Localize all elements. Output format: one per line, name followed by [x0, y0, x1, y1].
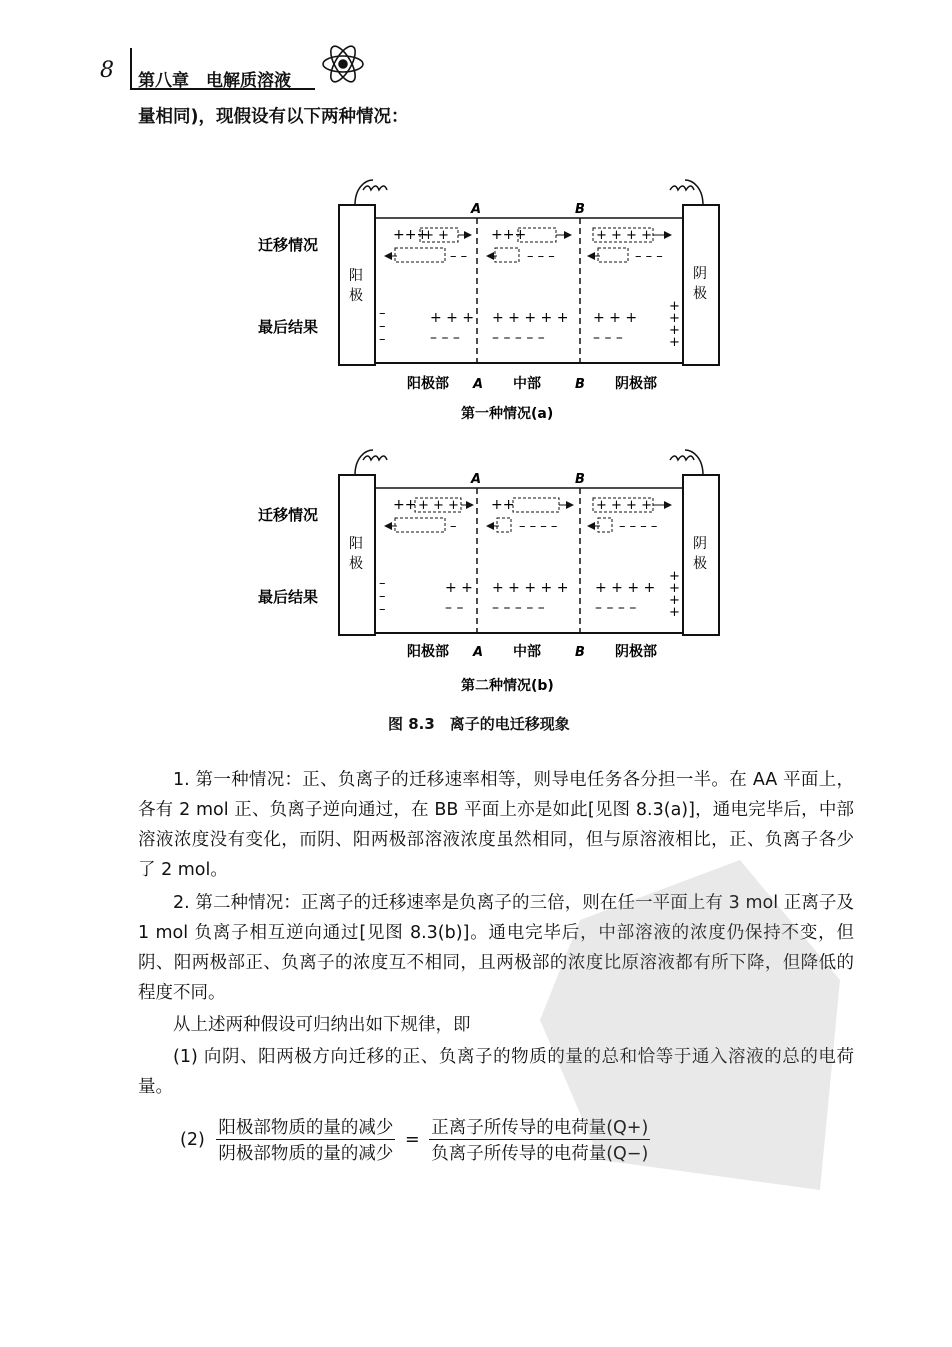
svg-text:–: –: [379, 319, 386, 334]
row-label-result-b: 最后结果: [258, 588, 319, 606]
svg-text:+ + + +: + + + +: [596, 228, 652, 243]
anode-label-char1: 阳: [349, 268, 363, 284]
svg-text:+: +: [669, 569, 680, 584]
paragraph-rule-1: (1) 向阴、阳两极方向迁移的正、负离子的物质的量的总和恰等于通入溶液的总的电荷量。: [138, 1047, 854, 1097]
cathode-label-char2-b: 极: [693, 556, 707, 572]
svg-text:– – – –: – – – –: [595, 600, 637, 616]
svg-text:++: ++: [393, 497, 417, 513]
svg-text:+: +: [669, 581, 680, 596]
svg-text:+++: +++: [491, 227, 527, 243]
row-label-migration-b: 迁移情况: [258, 506, 319, 524]
chapter-title: 第八章 电解质溶液: [138, 71, 291, 91]
formula-right-denominator: 负离子所传导的电荷量(Q−): [431, 1144, 649, 1164]
svg-text:+ + + +: + + + +: [596, 498, 652, 513]
svg-text:–: –: [379, 332, 386, 347]
formula-number: (2): [180, 1129, 205, 1150]
plane-b-label-top-b: B: [575, 472, 585, 487]
svg-text:– – –: – – –: [430, 330, 460, 346]
subfigure-b-label: 第二种情况(b): [461, 678, 554, 694]
svg-text:– – –: – – –: [527, 249, 555, 264]
row-label-migration: 迁移情况: [258, 236, 319, 254]
anode-label-char1-b: 阳: [349, 536, 363, 552]
formula-left-numerator: 阳极部物质的量的减少: [216, 1114, 395, 1140]
subfigure-a-label: 第一种情况(a): [461, 406, 554, 422]
cathode-label-char2: 极: [693, 286, 707, 302]
svg-text:+: +: [669, 311, 680, 326]
svg-text:+ +: + +: [423, 228, 449, 243]
continuation-line: 量相同)，现假设有以下两种情况：: [138, 107, 409, 127]
formula-right-numerator: 正离子所传导的电荷量(Q+): [429, 1114, 650, 1140]
svg-text:–: –: [379, 602, 386, 617]
svg-text:+: +: [669, 593, 680, 608]
plane-b-label-bottom-b: B: [575, 645, 585, 660]
page-number: 8: [100, 58, 114, 83]
plane-b-label-top: B: [575, 202, 585, 217]
anode-label-char2-b: 极: [349, 556, 363, 572]
plane-a-label-top-b: A: [471, 472, 482, 487]
plane-a-label-top: A: [471, 202, 482, 217]
svg-text:– –: – –: [450, 249, 468, 264]
region-cathode-label-b: 阴极部: [615, 644, 657, 660]
case-a-diagram: [339, 180, 719, 365]
svg-text:+: +: [669, 299, 680, 314]
svg-text:+ +: + +: [445, 580, 473, 596]
svg-text:–: –: [379, 306, 386, 321]
formula-left-fraction: [216, 1114, 395, 1165]
svg-text:+ + +: + + +: [593, 310, 638, 326]
paragraph-summary-intro: 从上述两种假设可归纳出如下规律，即: [173, 1015, 471, 1035]
svg-text:+++: +++: [393, 227, 429, 243]
svg-text:– – – –: – – – –: [519, 519, 558, 534]
electromigration-figure: [255, 170, 725, 700]
header-rule-vertical: [130, 48, 132, 90]
svg-text:+: +: [669, 323, 680, 338]
svg-text:–: –: [450, 519, 457, 534]
svg-text:– –: – –: [445, 600, 464, 616]
svg-text:+ + + +: + + + +: [595, 580, 656, 596]
svg-text:+ + + + +: + + + + +: [492, 580, 569, 596]
anode-label-char2: 极: [349, 288, 363, 304]
region-anode-label-b: 阳极部: [407, 644, 449, 660]
atom-icon: [318, 40, 368, 88]
svg-text:–: –: [379, 576, 386, 591]
svg-text:– – – – –: – – – – –: [492, 600, 545, 616]
case-b-diagram: [339, 450, 719, 635]
paragraph-case-2: 2. 第二种情况：正离子的迁移速率是负离子的三倍，则在任一平面上有 3 mol 正离子及 1 mol 负离子相互逆向通过[见图 8.3(b)]。通电完毕后，中部溶液的浓度仍保持不变，但阴、阳两极部正、负离子的浓度互不相同，且两极部的浓度比原溶液都有所下降，但降低的程度不同。: [138, 893, 854, 1003]
region-middle-label-b: 中部: [513, 644, 541, 660]
cathode-label-char1: 阴: [693, 266, 707, 282]
svg-text:+ + +: + + +: [430, 310, 475, 326]
svg-text:– – –: – – –: [593, 330, 623, 346]
cathode-label-char1-b: 阴: [693, 536, 707, 552]
formula-left-denominator: 阴极部物质的量的减少: [218, 1144, 394, 1164]
svg-text:– – – –: – – – –: [619, 519, 658, 534]
region-cathode-label: 阴极部: [615, 376, 657, 392]
svg-text:+ + +: + + +: [418, 498, 459, 513]
figure-caption: 图 8.3 离子的电迁移现象: [388, 715, 570, 733]
plane-a-label-bottom: A: [473, 377, 484, 392]
row-label-result: 最后结果: [258, 318, 319, 336]
paragraph-case-1: 1. 第一种情况：正、负离子的迁移速率相等，则导电任务各分担一半。在 AA 平面上，各有 2 mol 正、负离子逆向通过，在 BB 平面上亦是如此[见图 8.3(a)]，通电完毕后，中部溶液浓度没有变化，而阴、阳两极部溶液浓度虽然相同，但与原溶液相比，正、负离子各少了 2 mol。: [138, 770, 854, 880]
svg-text:++: ++: [491, 497, 515, 513]
svg-text:– – – – –: – – – – –: [492, 330, 545, 346]
region-anode-label: 阳极部: [407, 376, 449, 392]
region-middle-label: 中部: [513, 376, 541, 392]
formula-equals: =: [404, 1129, 420, 1150]
svg-text:–: –: [379, 589, 386, 604]
plane-b-label-bottom: B: [575, 377, 585, 392]
plane-a-label-bottom-b: A: [473, 645, 484, 660]
svg-text:– – –: – – –: [635, 249, 663, 264]
svg-text:+: +: [669, 605, 680, 620]
svg-text:+: +: [669, 335, 680, 350]
svg-text:+ + + + +: + + + + +: [492, 310, 569, 326]
library-stamp-watermark: [540, 860, 840, 1190]
